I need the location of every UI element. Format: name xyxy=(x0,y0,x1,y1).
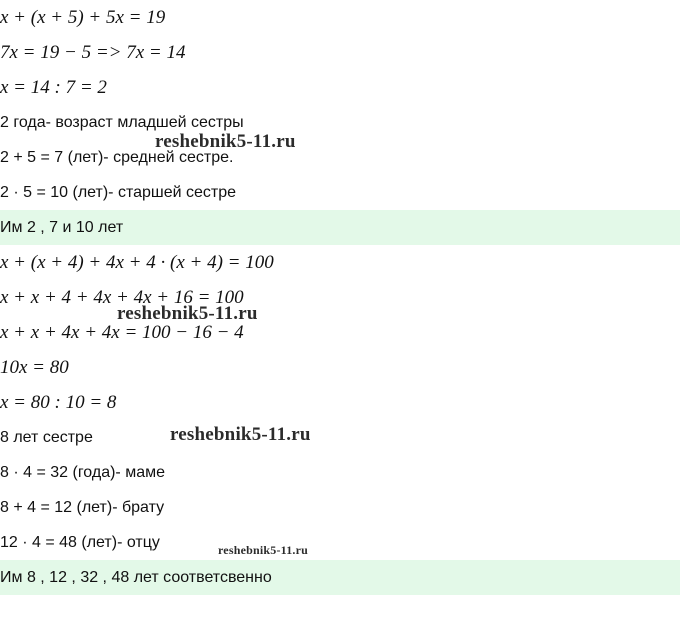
text-line-eldest-sister: 2 · 5 = 10 (лет)- старшей сестре xyxy=(0,184,237,201)
answer-line-1: Им 2 , 7 и 10 лет xyxy=(0,210,680,245)
equation-line-1: x + (x + 5) + 5x = 19 xyxy=(0,7,166,28)
watermark-1: reshebnik5-11.ru xyxy=(155,131,296,152)
watermark-3: reshebnik5-11.ru xyxy=(170,424,311,445)
text-line-youngest-sister: 2 года- возраст младшей сестры xyxy=(0,114,244,131)
equation-line-4: x + (x + 4) + 4x + 4 · (x + 4) = 100 xyxy=(0,252,274,273)
text-line-brother: 8 + 4 = 12 (лет)- брату xyxy=(0,499,165,516)
text-line-father: 12 · 4 = 48 (лет)- отцу xyxy=(0,534,160,551)
equation-line-5: x + x + 4 + 4x + 4x + 16 = 100 xyxy=(0,287,244,308)
text-line-sister: 8 лет сестре xyxy=(0,429,93,446)
text-line-mother: 8 · 4 = 32 (года)- маме xyxy=(0,464,165,481)
watermark-4: reshebnik5-11.ru xyxy=(218,543,308,557)
equation-line-2: 7x = 19 − 5 => 7x = 14 xyxy=(0,42,186,63)
equation-line-7: 10x = 80 xyxy=(0,357,69,378)
text-line-middle-sister: 2 + 5 = 7 (лет)- средней сестре. xyxy=(0,149,234,166)
watermark-2: reshebnik5-11.ru xyxy=(117,303,258,324)
answer-line-2: Им 8 , 12 , 32 , 48 лет соответсвенно xyxy=(0,560,680,595)
equation-line-8: x = 80 : 10 = 8 xyxy=(0,392,117,413)
equation-line-6: x + x + 4x + 4x = 100 − 16 − 4 xyxy=(0,322,244,343)
equation-line-3: x = 14 : 7 = 2 xyxy=(0,77,107,98)
